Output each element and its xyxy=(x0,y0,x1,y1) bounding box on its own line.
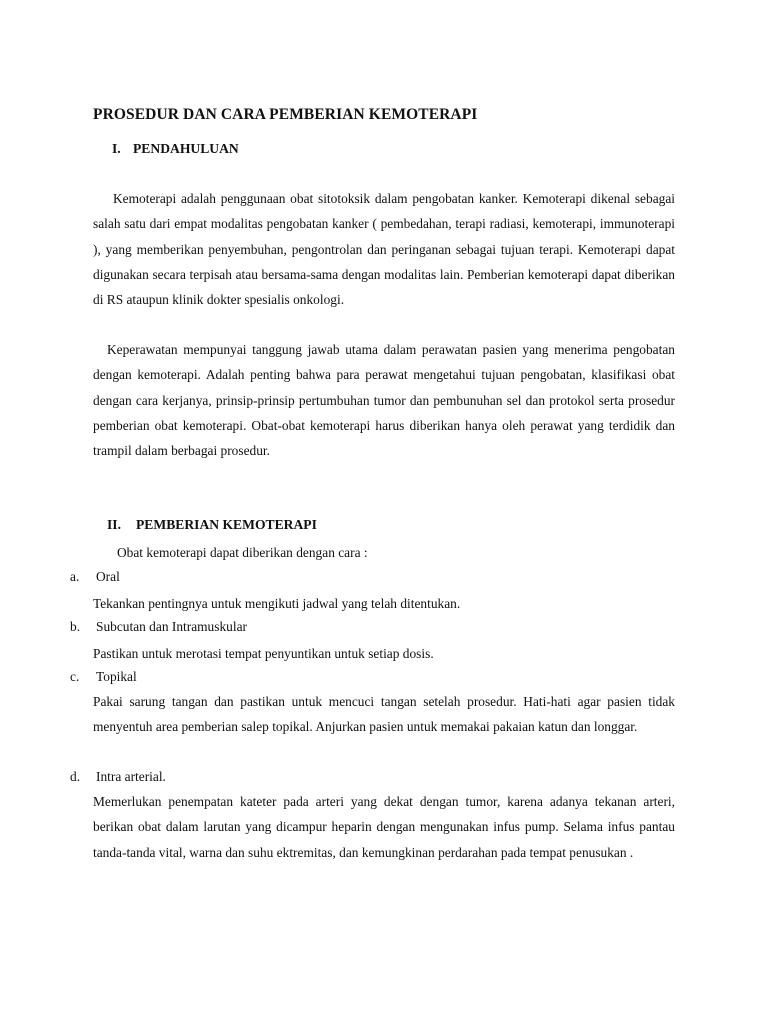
section-number: I. xyxy=(112,141,121,156)
list-item-text: Memerlukan penempatan kateter pada arteri yang dekat dengan tumor, karena adanya tekanan arteri, berikan obat dalam larutan yang dicampur heparin dengan mengunakan infus pump. Selama infus pantau tanda-tanda vital, warna dan suhu ektremitas, dan kemungkinan perdarahan pada tempat penusukan . xyxy=(93,794,675,860)
list-marker: c. xyxy=(70,669,80,684)
list-item-text: Tekankan pentingnya untuk mengikuti jadwal yang telah ditentukan. xyxy=(93,596,461,611)
section-number: II. xyxy=(107,517,121,532)
list-item-text: Pastikan untuk merotasi tempat penyuntikan untuk setiap dosis. xyxy=(93,646,434,661)
list-marker: a. xyxy=(70,569,80,584)
list-item-label: Topikal xyxy=(96,669,137,684)
list-marker: d. xyxy=(70,769,81,784)
list-item-label: Intra arterial. xyxy=(96,769,166,784)
document-title: PROSEDUR DAN CARA PEMBERIAN KEMOTERAPI xyxy=(93,106,478,123)
list-item-text: Pakai sarung tangan dan pastikan untuk mencuci tangan setelah prosedur. Hati-hati agar pasien tidak menyentuh area pemberian salep topikal. Anjurkan pasien untuk memakai pakaian katun dan longgar. xyxy=(93,694,675,735)
administration-intro: Obat kemoterapi dapat diberikan dengan cara : xyxy=(117,545,368,560)
intro-paragraph-2: Keperawatan mempunyai tanggung jawab utama dalam perawatan pasien yang menerima pengobatan dengan kemoterapi. Adalah penting bahwa para perawat mengetahui tujuan pengobatan, klasifikasi obat dengan cara kerjanya, prinsip-prinsip pertumbuhan tumor dan pembunuhan sel dan protokol serta prosedur pemberian obat kemoterapi. Obat-obat kemoterapi harus diberikan hanya oleh perawat yang terdidik dan trampil dalam berbagai prosedur. xyxy=(93,342,675,459)
section-title: PENDAHULUAN xyxy=(133,141,239,156)
intro-paragraph-1: Kemoterapi adalah penggunaan obat sitotoksik dalam pengobatan kanker. Kemoterapi dikenal sebagai salah satu dari empat modalitas pengobatan kanker ( pembedahan, terapi radiasi, kemoterapi, immunoterapi ), yang memberikan penyembuhan, pengontrolan dan peringanan sebagai tujuan terapi. Kemoterapi dapat digunakan secara terpisah atau bersama-sama dengan modalitas lain. Pemberian kemoterapi dapat diberikan di RS ataupun klinik dokter spesialis onkologi. xyxy=(93,191,675,308)
list-marker: b. xyxy=(70,619,81,634)
list-item-label: Subcutan dan Intramuskular xyxy=(96,619,247,634)
list-item-label: Oral xyxy=(96,569,120,584)
section-title: PEMBERIAN KEMOTERAPI xyxy=(136,517,317,532)
